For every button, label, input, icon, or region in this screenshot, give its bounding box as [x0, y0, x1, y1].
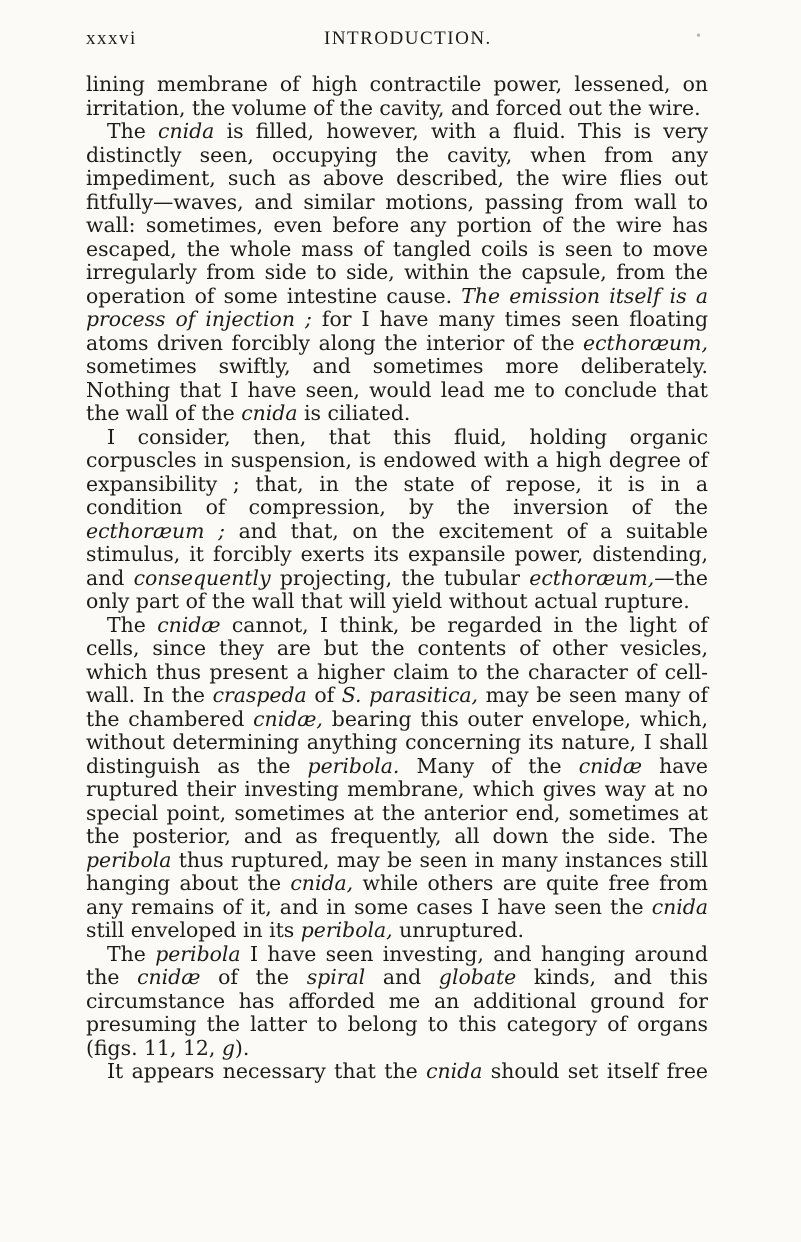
italic-term: cnidæ — [157, 612, 221, 637]
italic-term: cnida — [426, 1059, 483, 1083]
text-run: The — [107, 119, 159, 143]
text-run: sometimes swiftly, and sometimes more deliberately. Nothing that I have seen, would lead me to conclude that the wall of the — [86, 354, 708, 425]
italic-term: spiral — [306, 965, 366, 989]
text-run: —the only part of the wall that will yield without actual rupture. — [86, 565, 708, 613]
italic-term: peribola — [155, 941, 241, 966]
text-run: of the — [200, 965, 307, 989]
text-run: It appears necessary that the — [107, 1059, 427, 1083]
italic-term: ecthoræum, — [583, 330, 708, 355]
printing-mark: • — [696, 29, 703, 44]
text-run: The — [107, 941, 156, 966]
text-run: projecting, the tubular — [270, 565, 530, 590]
text-run: should set itself free — [482, 1059, 709, 1083]
italic-term: cnida — [241, 401, 298, 425]
italic-term: S. parasitica, — [341, 683, 479, 707]
page-header — [86, 28, 706, 52]
text-run: while others are quite free from any remains of it, and in some cases I have seen the — [86, 871, 708, 919]
italic-term: globate — [438, 965, 517, 989]
running-head-title: INTRODUCTION. — [324, 28, 492, 49]
body-text — [86, 73, 708, 1084]
italic-term: peribola — [86, 847, 172, 872]
italic-term: cnidæ — [137, 965, 201, 989]
text-run: ). — [234, 1035, 250, 1060]
text-run: still enveloped in its — [86, 918, 301, 942]
paragraph — [86, 943, 708, 1061]
italic-term: The emission itself is a process of injection ; — [86, 283, 708, 331]
italic-term: ecthoræum ; — [86, 518, 225, 543]
text-run: for I have many times seen floating atoms driven forcibly along the interior of the — [86, 307, 708, 355]
text-run: Many of the — [399, 753, 579, 778]
paragraph — [86, 120, 708, 426]
italic-term: craspeda — [212, 683, 307, 707]
text-run: The — [107, 612, 158, 637]
text-run: is ciliated. — [297, 401, 411, 425]
italic-term: cnidæ — [578, 753, 643, 778]
text-run: cannot, I think, be regarded in the light of cells, since they are but the contents of other vesicles, which thus present a higher claim to the character of cell-wall. In the — [86, 612, 708, 707]
italic-term: cnida, — [290, 871, 354, 895]
italic-term: ecthoræum, — [529, 565, 655, 590]
paragraph — [86, 426, 708, 614]
italic-term: g — [221, 1035, 235, 1060]
text-run: lining membrane of high contractile power, lessened, on irritation, the volume of the cavity, and forced out the wire. — [86, 72, 708, 120]
text-run: may be seen many of the chambered — [86, 683, 708, 731]
text-run: kinds, and this circumstance has afforded me an additional ground for presuming the latter to belong to this category of organs (figs. 11, 12, — [86, 965, 708, 1060]
text-run: and — [365, 965, 439, 989]
text-run: bearing this outer envelope, which, without determining anything concerning its nature, I shall distinguish as the — [86, 706, 708, 778]
paragraph — [86, 73, 708, 120]
italic-term: peribola. — [307, 753, 400, 778]
italic-term: cnidæ, — [253, 706, 323, 731]
text-run: thus ruptured, may be seen in many instances still hanging about the — [86, 847, 708, 895]
text-run: I have seen investing, and hanging around the — [86, 941, 708, 989]
italic-term: consequently — [133, 565, 271, 590]
text-run: is filled, however, with a fluid. This is very distinctly seen, occupying the cavity, when from any impediment, such as above described, the wire flies out fitfully—waves, and similar motions, passing from wall to wall: sometimes, even before any portion of the wire has escaped, the whole mass of tangled coils is seen to move irregularly from side to side, within the capsule, from the operation of some intestine cause. — [86, 119, 708, 308]
paragraph — [86, 614, 708, 943]
italic-term: cnida — [651, 894, 708, 919]
text-run: and that, on the excitement of a suitable stimulus, it forcibly exerts its expansile power, distending, and — [86, 518, 708, 590]
text-run: unruptured. — [392, 918, 524, 942]
text-run: I consider, then, that this fluid, holding organic corpuscles in suspension, is endowed with a high degree of expansibility ; that, in the state of repose, it is in a condition of compression, by the inversion of the — [86, 424, 708, 519]
text-run: of — [306, 683, 342, 707]
text-run: have ruptured their investing membrane, which gives way at no special point, sometimes at the anterior end, sometimes at the posterior, and as frequently, all down the side. The — [86, 753, 708, 848]
page-number: xxxvi — [86, 28, 137, 49]
italic-term: cnida — [158, 119, 215, 143]
italic-term: peribola, — [300, 918, 393, 942]
paragraph — [86, 1060, 708, 1084]
